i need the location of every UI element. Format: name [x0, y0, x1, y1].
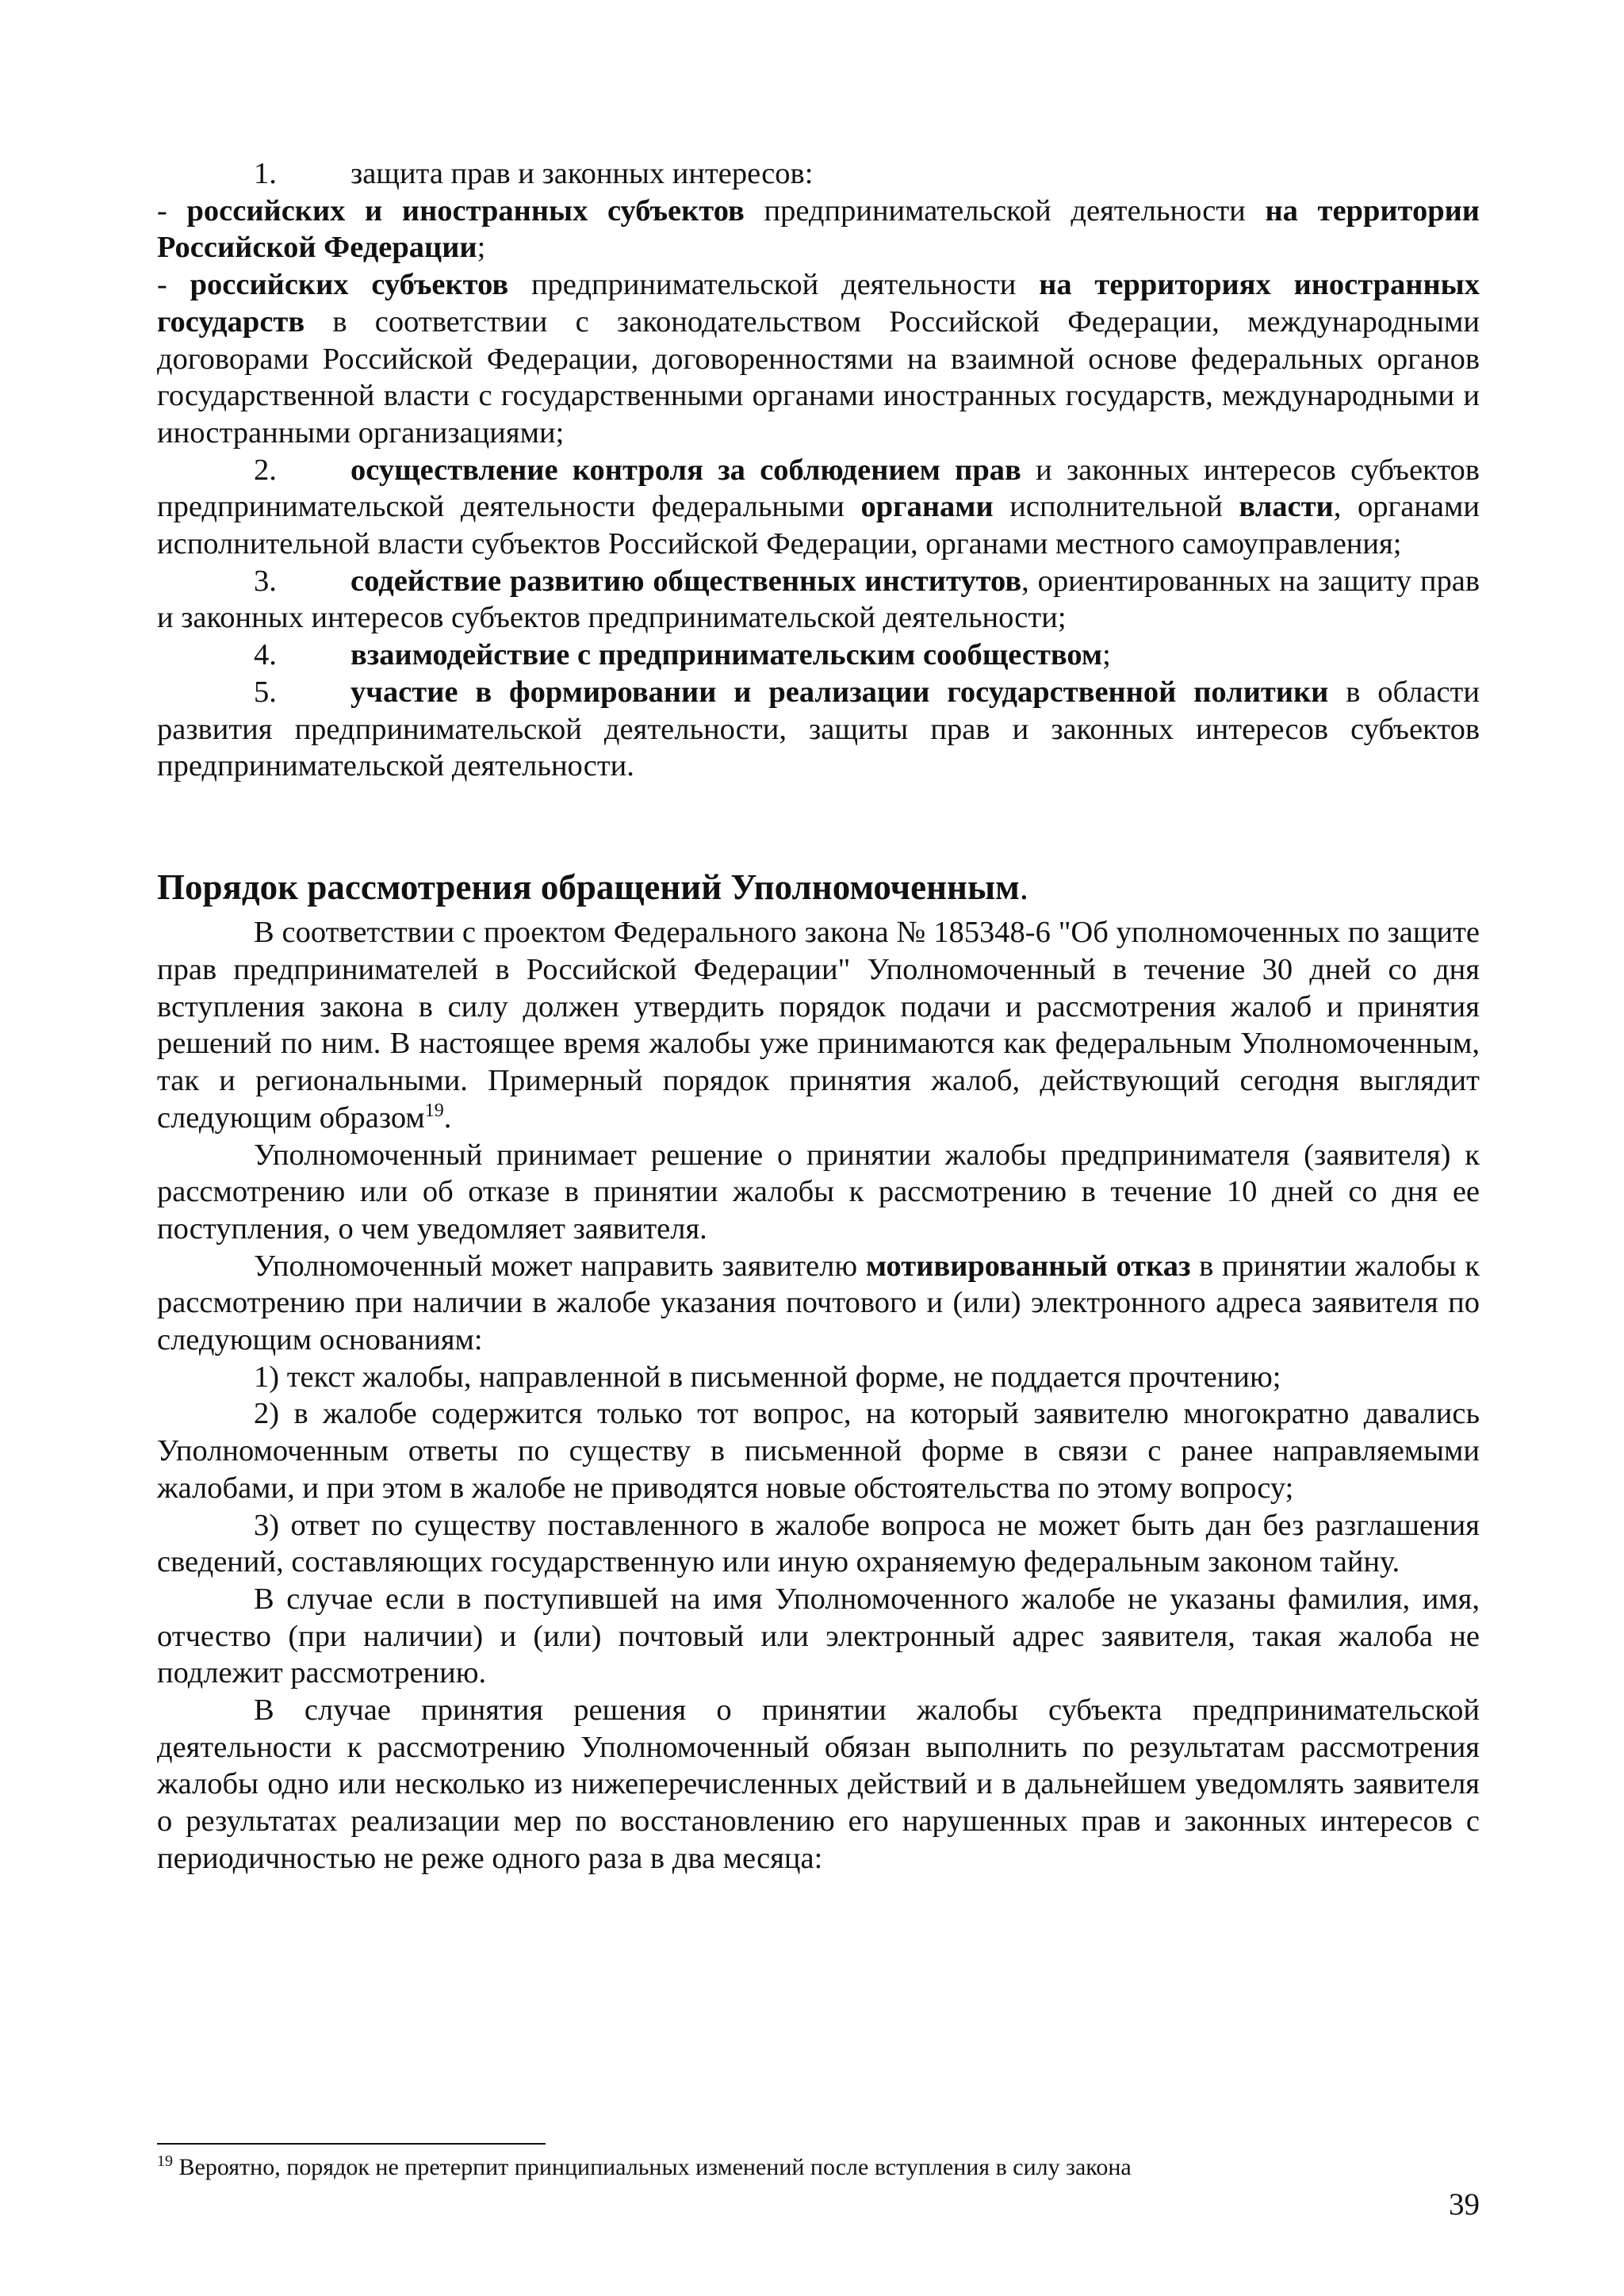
list-number: 5. [254, 675, 277, 709]
text-run: предпринимательской деятельности [508, 268, 1040, 302]
bold-phrase: на территориях иностранных государств [157, 268, 1480, 339]
text-run: В соответствии с проектом Федерального закона № 185348-6 "Об уполномоченных по защите прав предпринимателей в Российской Федерации" Уполномоченный в течение 30 дней со дня вступления закона в силу должен утвердить порядок подачи и рассмотрения жалоб и принятия решений по ним. В настоящее время жалобы уже принимаются как федеральным Уполномоченным, так и региональными. Примерный порядок принятия жалоб, действующий сегодня выглядит следующим образом [157, 916, 1480, 1135]
text-run: в соответствии с законодательством Российской Федерации, международными договорами Российской Федерации, договоренностями на взаимной основе федеральных органов государственной власти с государственными органами иностранных государств, международными и иностранными организациями; [157, 304, 1480, 450]
section-heading [157, 865, 1480, 909]
dash: - [157, 268, 190, 302]
reason-2: 2) в жалобе содержится только тот вопрос, на который заявителю многократно давались Уполномоченным ответы по существу в письменной форме в связи с ранее направляемыми жалобами, и при этом в жалобе не приводятся новые обстоятельства по этому вопросу; [157, 1397, 1480, 1505]
text-run: предпринимательской деятельности [744, 193, 1266, 228]
bold-phrase: на территории Российской Федерации [157, 193, 1480, 265]
reason-3: 3) ответ по существу поставленного в жалобе вопроса не может быть дан без разглашения сведений, составляющих государственную или иную охраняемую федеральным законом тайну. [157, 1508, 1480, 1579]
list-item-3 [157, 563, 1480, 637]
text-run: , органами исполнительной власти субъектов Российской Федерации, органами местного самоуправления; [157, 490, 1480, 561]
footnote-text: Вероятно, порядок не претерпит принципиальных изменений после вступления в силу закона [173, 2154, 1132, 2180]
footnote-mark: 19 [157, 2152, 173, 2170]
bold-phrase: осуществление контроля за соблюдением прав [350, 453, 1021, 487]
page-body [157, 155, 1480, 1877]
bold-phrase: содействие развитию общественных институтов [350, 564, 1022, 598]
page-number: 39 [1449, 2187, 1480, 2221]
text-run: . [443, 1100, 452, 1135]
paragraph-5: В случае принятия решения о принятии жалобы субъекта предпринимательской деятельности к рассмотрению Уполномоченный обязан выполнить по результатам рассмотрения жалобы одно или несколько из нижеперечисленных действий и в дальнейшем уведомлять заявителя о результатах реализации мер по восстановлению его нарушенных прав и законных интересов с периодичностью не реже одного раза в два месяца: [157, 1693, 1480, 1875]
list-item-4 [157, 637, 1480, 674]
text-run: и законных интересов субъектов предпринимательской деятельности федеральными [157, 453, 1480, 524]
text-run: ; [1102, 638, 1111, 672]
text-run: исполнительной [993, 490, 1239, 524]
heading-period: . [1019, 867, 1029, 908]
bold-phrase: органами [860, 490, 994, 524]
list-item-2 [157, 452, 1480, 563]
list-subitem-1a [157, 193, 1480, 266]
paragraph-1 [157, 914, 1480, 1136]
paragraph-4: В случае если в поступившей на имя Уполномоченного жалобе не указаны фамилия, имя, отчество (при наличии) и (или) почтовый или электронный адрес заявителя, такая жалоба не подлежит рассмотрению. [157, 1582, 1480, 1690]
reason-1: 1) текст жалобы, направленной в письменной форме, не поддается прочтению; [254, 1360, 1281, 1394]
list-number: 4. [254, 638, 277, 672]
heading-text: Порядок рассмотрения обращений Уполномоченным [157, 867, 1020, 908]
text-run: в области развития предпринимательской деятельности, защиты прав и законных интересов субъектов предпринимательской деятельности. [157, 675, 1480, 783]
footnote-separator [157, 2143, 546, 2145]
bold-phrase: власти [1239, 490, 1334, 524]
bold-phrase: российских и иностранных субъектов [186, 193, 745, 228]
bold-phrase: мотивированный отказ [865, 1249, 1191, 1283]
list-number: 1. [254, 157, 277, 190]
list-number: 2. [254, 453, 277, 487]
list-number: 3. [254, 564, 277, 598]
list-subitem-1b [157, 266, 1480, 452]
text-run: Уполномоченный может направить заявителю [254, 1249, 866, 1283]
list-item-text: защита прав и законных интересов: [350, 157, 814, 190]
paragraph-3 [157, 1248, 1480, 1359]
bold-phrase: взаимодействие с предпринимательским сообществом [350, 638, 1103, 672]
list-item-1 [157, 155, 1480, 193]
footnote [157, 2154, 1480, 2181]
text-run: , ориентированных на защиту прав и законных интересов субъектов предпринимательской деятельности; [157, 564, 1480, 635]
footnote-reference[interactable]: 19 [424, 1100, 444, 1121]
section-gap [157, 785, 1480, 836]
text-run: ; [477, 231, 486, 265]
dash: - [157, 193, 187, 228]
text-run: в принятии жалобы к рассмотрению при наличии в жалобе указания почтового и (или) электронного адреса заявителя по следующим основаниям: [157, 1249, 1480, 1357]
list-item-5 [157, 674, 1480, 785]
bold-phrase: участие в формировании и реализации государственной политики [350, 675, 1329, 709]
paragraph-2: Уполномоченный принимает решение о принятии жалобы предпринимателя (заявителя) к рассмотрению или об отказе в принятии жалобы к рассмотрению в течение 10 дней со дня ее поступления, о чем уведомляет заявителя. [157, 1138, 1480, 1246]
bold-phrase: российских субъектов [190, 268, 509, 302]
